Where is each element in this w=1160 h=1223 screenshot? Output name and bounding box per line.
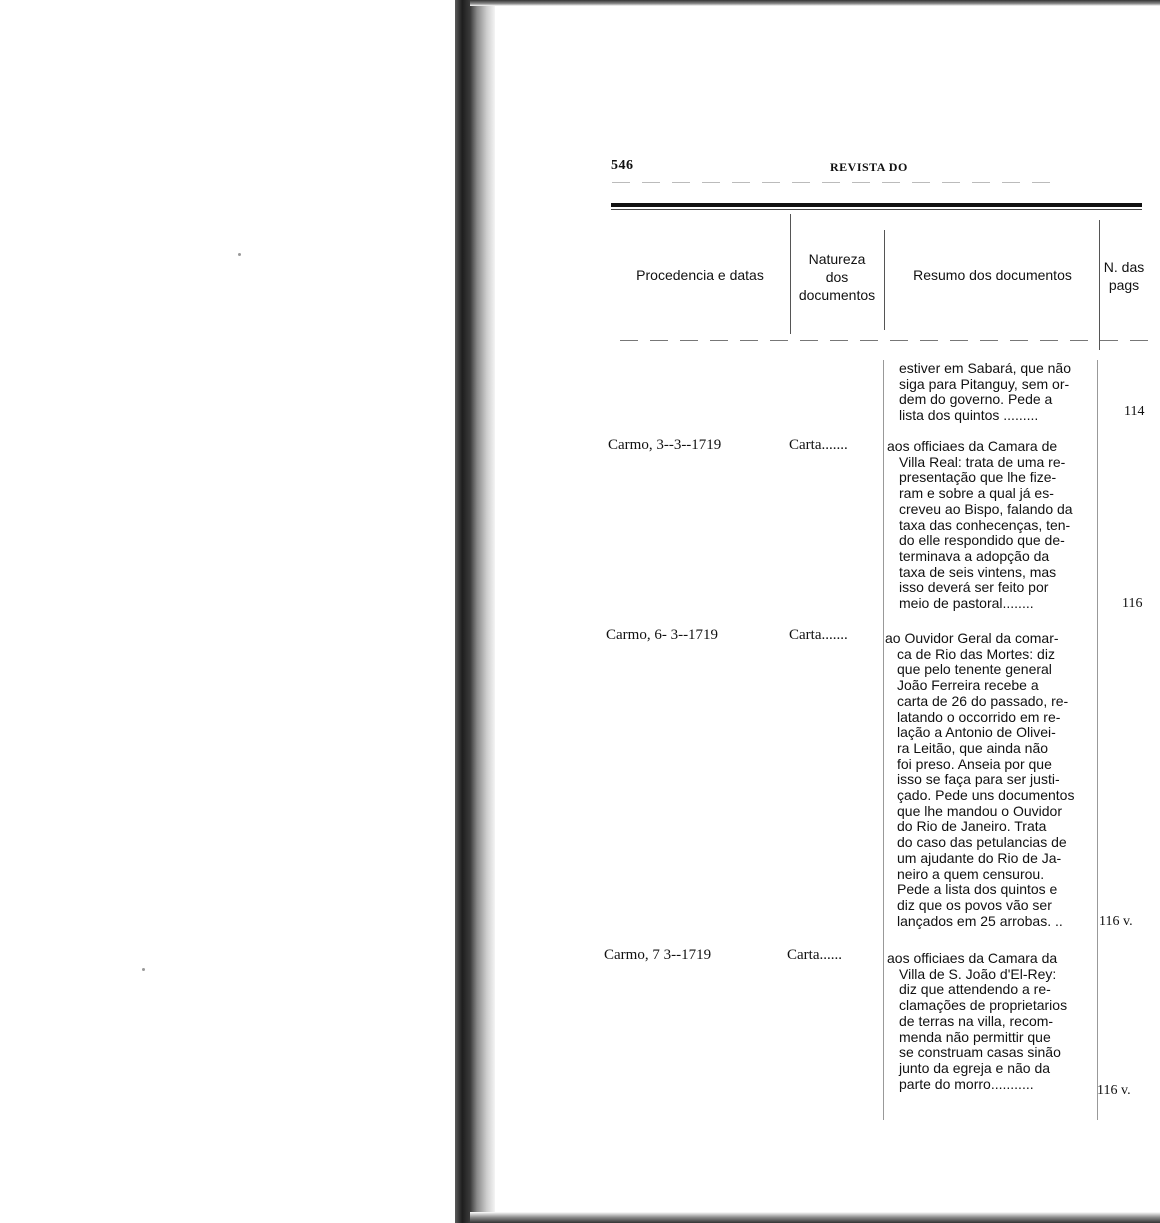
entry-pages: 116	[1122, 596, 1143, 611]
summary-line: Pede a lista dos quintos e	[897, 882, 1058, 898]
summary-line: lançados em 25 arrobas. ..	[897, 913, 1063, 929]
summary-line: ao Ouvidor Geral da comar-	[885, 631, 1059, 646]
summary-line: lação a Antonio de Olivei-	[897, 725, 1056, 741]
column-header-nature-line: dos	[825, 269, 849, 285]
summary-line: do caso das petulancias de	[897, 835, 1067, 851]
summary-line: taxa de seis vintens, mas	[899, 564, 1057, 580]
scan-margin	[0, 0, 455, 1223]
entry-origin: Carmo, 6- 3--1719	[606, 627, 719, 643]
summary-line: isso se faça para ser justi-	[897, 772, 1060, 788]
summary-line: que pelo tenente general	[897, 662, 1052, 678]
table-top-rule	[611, 203, 1142, 207]
header-faint-rule	[612, 182, 1062, 183]
summary-line: lista dos quintos .........	[899, 408, 1039, 424]
summary-line: presentação que lhe fize-	[899, 470, 1057, 486]
summary-line: do elle respondido que de-	[899, 533, 1065, 549]
page-top-edge	[470, 0, 1160, 6]
summary-line: aos officiaes da Camara da	[887, 951, 1058, 966]
entry-nature: Carta......	[787, 947, 842, 963]
header-bottom-rule	[620, 340, 1160, 341]
column-header-nature-line: documentos	[798, 287, 876, 303]
summary-line: estiver em Sabará, que não	[899, 361, 1071, 376]
summary-line: meio de pastoral........	[899, 596, 1034, 612]
column-header-origin: Procedencia e datas	[636, 267, 764, 283]
column-header-nature-line: Natureza	[808, 251, 866, 267]
summary-line: do Rio de Janeiro. Trata	[897, 819, 1047, 835]
summary-line: um ajudante do Rio de Ja-	[897, 850, 1062, 866]
entry-pages: 114	[1124, 404, 1145, 419]
entry-summary	[887, 439, 1097, 612]
entry-pages: 116 v.	[1097, 1083, 1131, 1098]
scan-speck	[142, 968, 145, 971]
column-header-pages	[1099, 258, 1149, 294]
entry-summary	[899, 361, 1114, 424]
entry-summary	[887, 951, 1097, 1092]
summary-line: que lhe mandou o Ouvidor	[897, 803, 1062, 819]
summary-line: Villa Real: trata de uma re-	[899, 454, 1066, 470]
summary-line: dem do governo. Pede a	[899, 392, 1053, 408]
summary-line: parte do morro...........	[899, 1076, 1034, 1092]
summary-line: junto da egreja e não da	[899, 1060, 1051, 1076]
summary-line: aos officiaes da Camara de	[887, 439, 1058, 454]
summary-line: diz que os povos vão ser	[897, 897, 1052, 913]
summary-line: çado. Pede uns documentos	[897, 788, 1075, 804]
column-header-pages-line: N. das	[1103, 259, 1145, 275]
summary-line: creveu ao Bispo, falando da	[899, 501, 1073, 517]
summary-line: João Ferreira recebe a	[897, 678, 1039, 694]
summary-line: carta de 26 do passado, re-	[897, 693, 1069, 709]
summary-line: isso deverá ser feito por	[899, 580, 1049, 596]
page-bottom-edge	[470, 1212, 1160, 1223]
summary-line: ram e sobre a qual já es-	[899, 486, 1054, 502]
book-spine-shadow	[455, 0, 495, 1223]
summary-line: Villa de S. João d'El-Rey:	[899, 966, 1057, 982]
summary-line: taxa das conhecenças, ten-	[899, 517, 1071, 533]
summary-line: de terras na villa, recom-	[899, 1013, 1054, 1029]
column-divider	[883, 360, 884, 1120]
entry-origin: Carmo, 7 3--1719	[604, 947, 712, 963]
summary-line: diz que attendendo a re-	[899, 982, 1051, 998]
entry-origin: Carmo, 3--3--1719	[608, 437, 722, 453]
running-title: REVISTA DO	[830, 160, 908, 174]
summary-line: neiro a quem censurou.	[897, 866, 1045, 882]
scan-speck	[238, 253, 241, 256]
column-header-summary: Resumo dos documentos	[913, 267, 1072, 283]
entry-nature: Carta.......	[789, 437, 848, 453]
summary-line: terminava a adopção da	[899, 548, 1050, 564]
entry-summary	[885, 631, 1097, 929]
entry-nature: Carta.......	[789, 627, 848, 643]
summary-line: ra Leitão, que ainda não	[897, 740, 1049, 756]
column-divider	[884, 230, 885, 330]
column-header-nature	[791, 250, 883, 304]
summary-line: ca de Rio das Mortes: diz	[897, 646, 1055, 662]
summary-line: siga para Pitanguy, sem or-	[899, 376, 1070, 392]
summary-line: latando o occorrido em re-	[897, 709, 1061, 725]
entry-pages: 116 v.	[1099, 914, 1133, 929]
column-divider	[1097, 360, 1098, 1120]
summary-line: foi preso. Anseia por que	[897, 756, 1052, 772]
summary-line: se construam casas sinão	[899, 1045, 1061, 1061]
table-top-rule-thin	[611, 209, 1142, 210]
summary-line: menda não permittir que	[899, 1029, 1051, 1045]
page-number: 546	[611, 158, 634, 173]
summary-line: clamações de proprietarios	[899, 998, 1068, 1014]
column-header-pages-line: pags	[1108, 277, 1140, 293]
